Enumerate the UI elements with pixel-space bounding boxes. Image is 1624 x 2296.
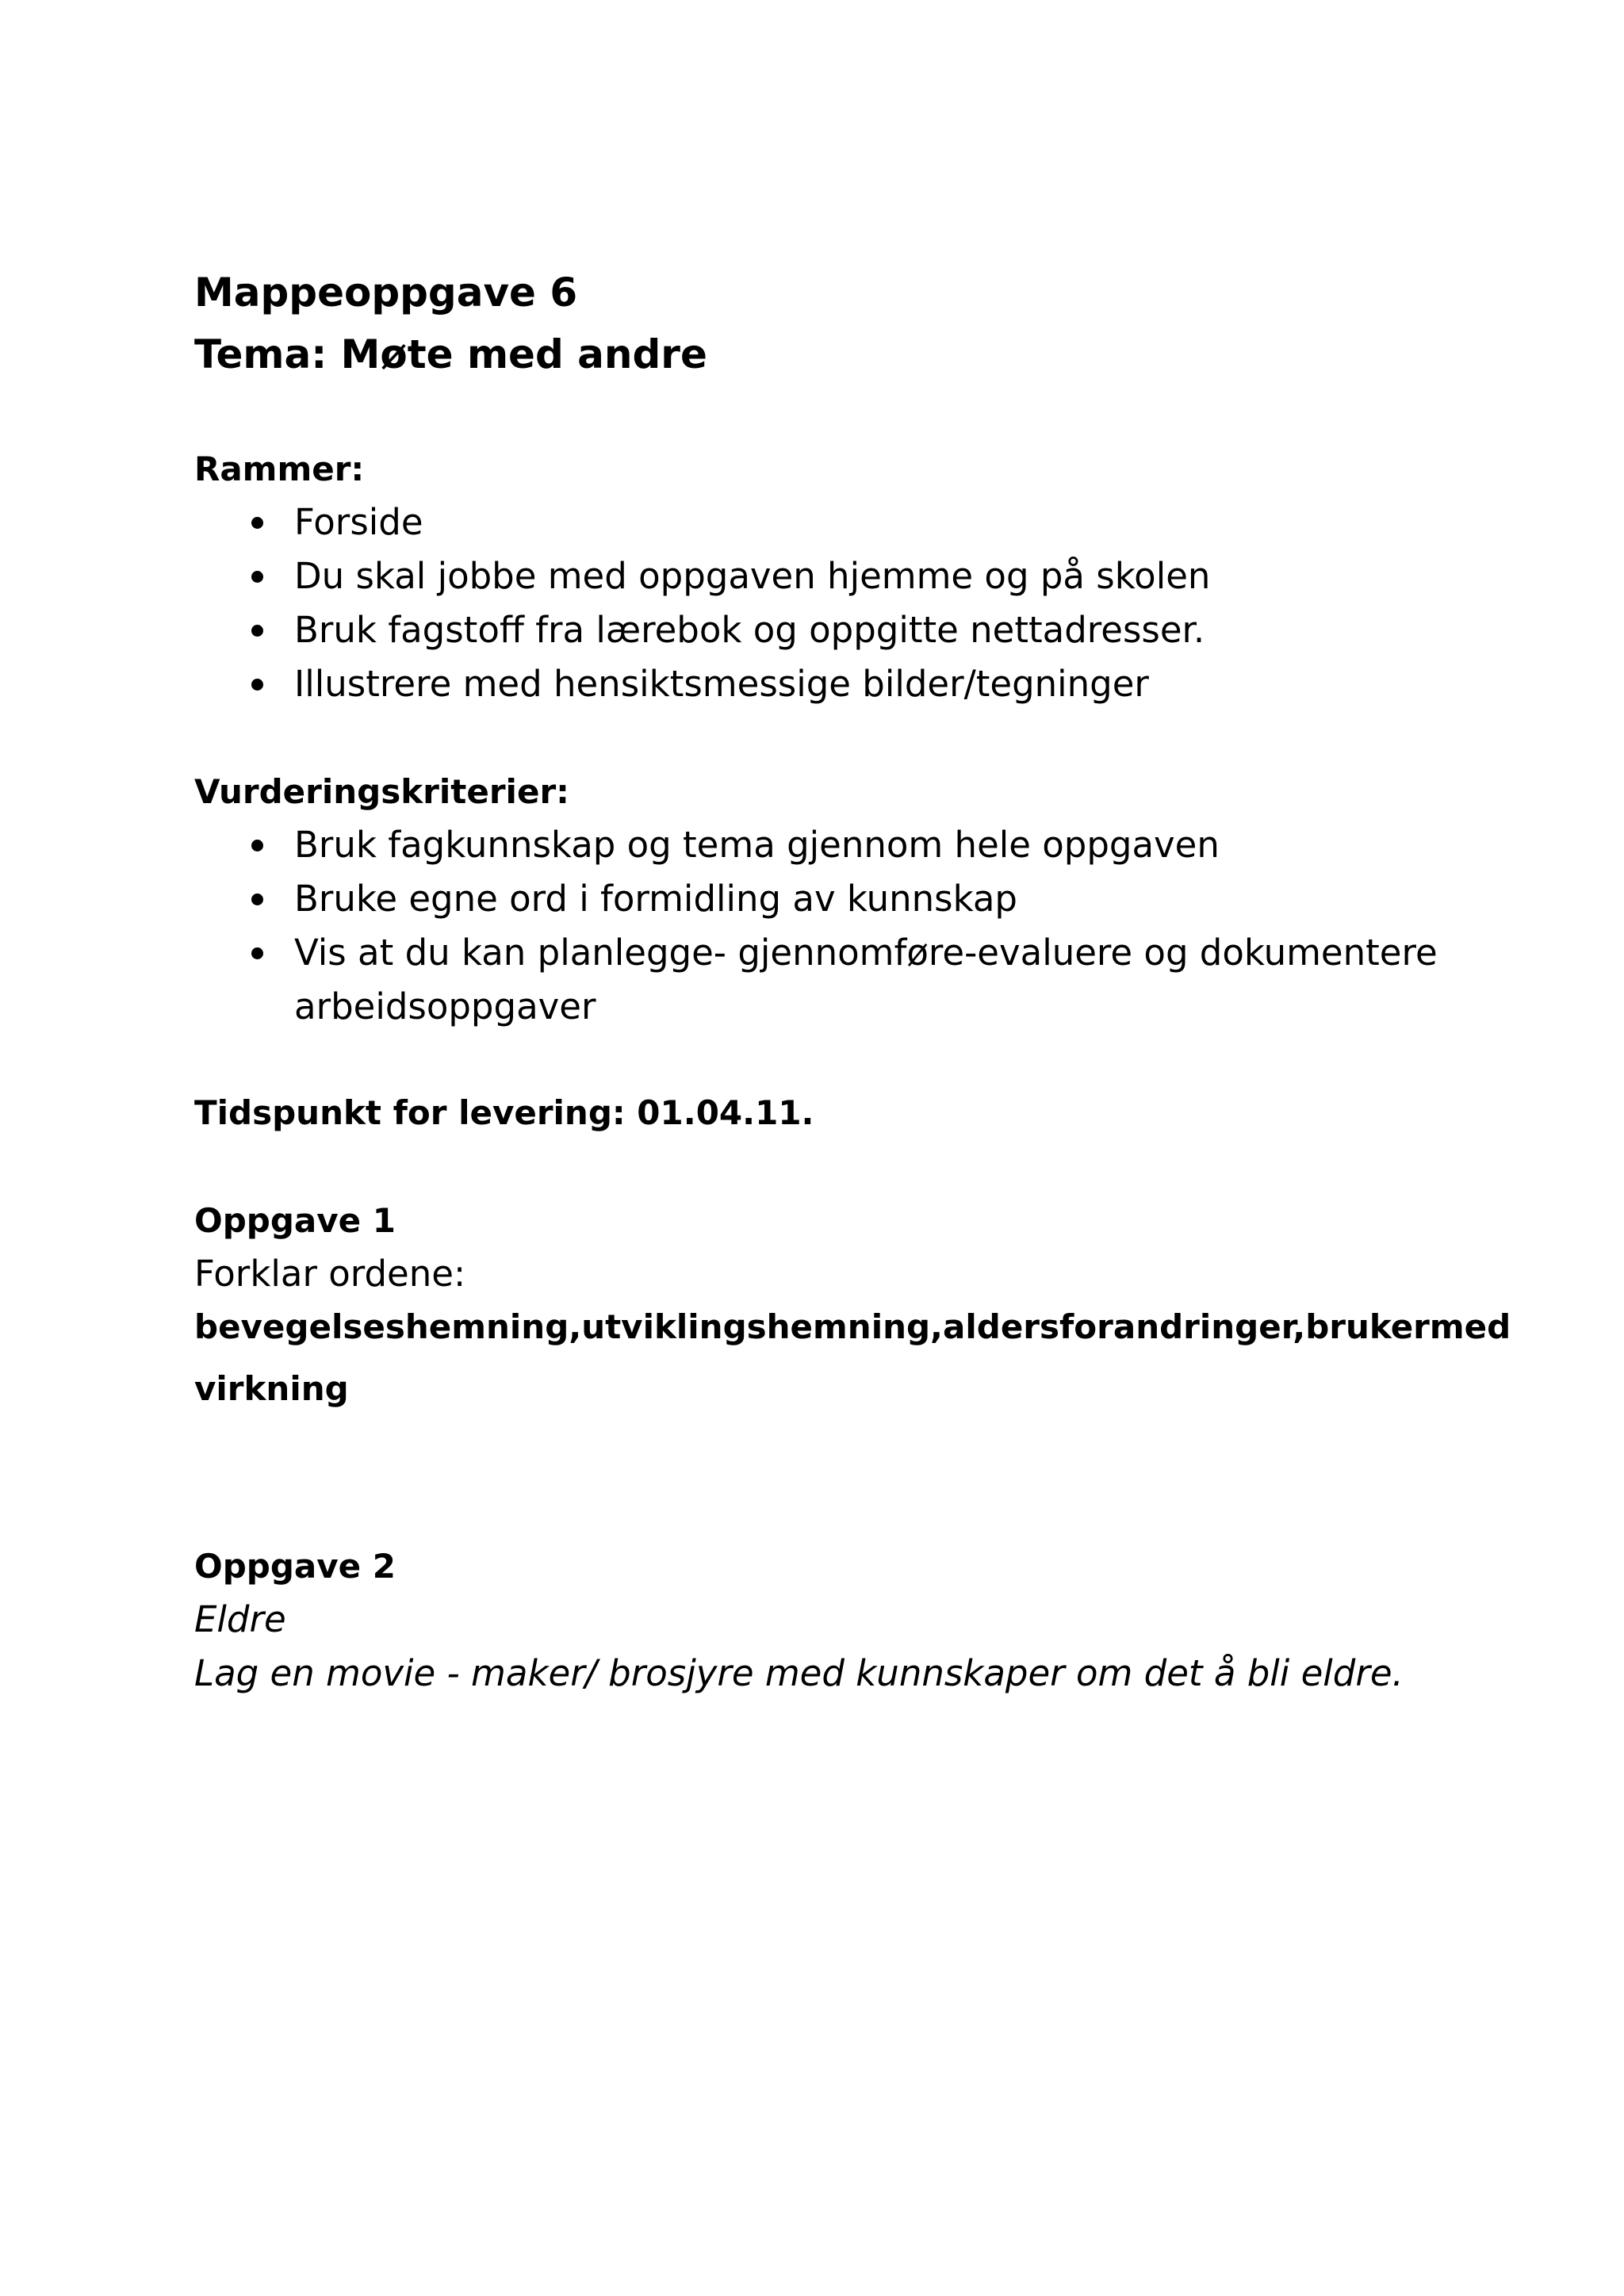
oppgave1-intro: Forklar ordene:	[194, 1253, 466, 1295]
kriterie-item-fagkunnskap	[194, 818, 1495, 872]
list-item-text: Bruk fagstoff fra lærebok og oppgitte nettadresser.	[294, 609, 1205, 651]
kriterie-item-planlegge	[194, 926, 1495, 1034]
rammer-list	[194, 496, 1463, 711]
oppgave1-heading: Oppgave 1	[194, 1201, 396, 1240]
delivery-deadline: Tidspunkt for levering: 01.04.11.	[194, 1093, 814, 1132]
oppgave1-words-line2: virkning	[194, 1369, 349, 1408]
list-item-text: Vis at du kan planlegge- gjennomføre-evaluere og dokumentere arbeidsoppgaver	[294, 932, 1438, 1027]
vurderingskriterier-heading: Vurderingskriterier:	[194, 772, 569, 811]
document-theme: Tema: Møte med andre	[194, 331, 707, 377]
bullet-icon	[251, 894, 263, 905]
oppgave2-task: Lag en movie - maker/ brosjyre med kunnskaper om det å bli eldre.	[194, 1652, 1404, 1694]
kriterie-item-egne-ord	[194, 872, 1495, 926]
list-item-text: Bruk fagkunnskap og tema gjennom hele oppgaven	[294, 824, 1220, 866]
bullet-icon	[251, 571, 263, 583]
oppgave1-words-line1: bevegelseshemning,utviklingshemning,aldersforandringer,brukermed	[194, 1307, 1511, 1346]
rammer-item-forside	[194, 496, 1463, 549]
rammer-item-jobbe	[194, 549, 1463, 603]
rammer-item-illustrere	[194, 657, 1463, 711]
list-item-text: Bruke egne ord i formidling av kunnskap	[294, 878, 1017, 920]
vurderingskriterier-list	[194, 818, 1495, 1034]
document-title-block	[194, 262, 707, 385]
oppgave2-subtitle: Eldre	[194, 1598, 286, 1640]
list-item-text: Illustrere med hensiktsmessige bilder/tegninger	[294, 663, 1149, 705]
bullet-icon	[251, 517, 263, 529]
bullet-icon	[251, 840, 263, 851]
bullet-icon	[251, 679, 263, 691]
bullet-icon	[251, 625, 263, 637]
oppgave2-heading: Oppgave 2	[194, 1547, 396, 1586]
list-item-text: Du skal jobbe med oppgaven hjemme og på skolen	[294, 555, 1211, 597]
rammer-item-fagstoff	[194, 603, 1463, 657]
bullet-icon	[251, 947, 263, 959]
rammer-heading: Rammer:	[194, 450, 365, 488]
list-item-text: Forside	[294, 501, 423, 543]
document-title: Mappeoppgave 6	[194, 270, 578, 316]
